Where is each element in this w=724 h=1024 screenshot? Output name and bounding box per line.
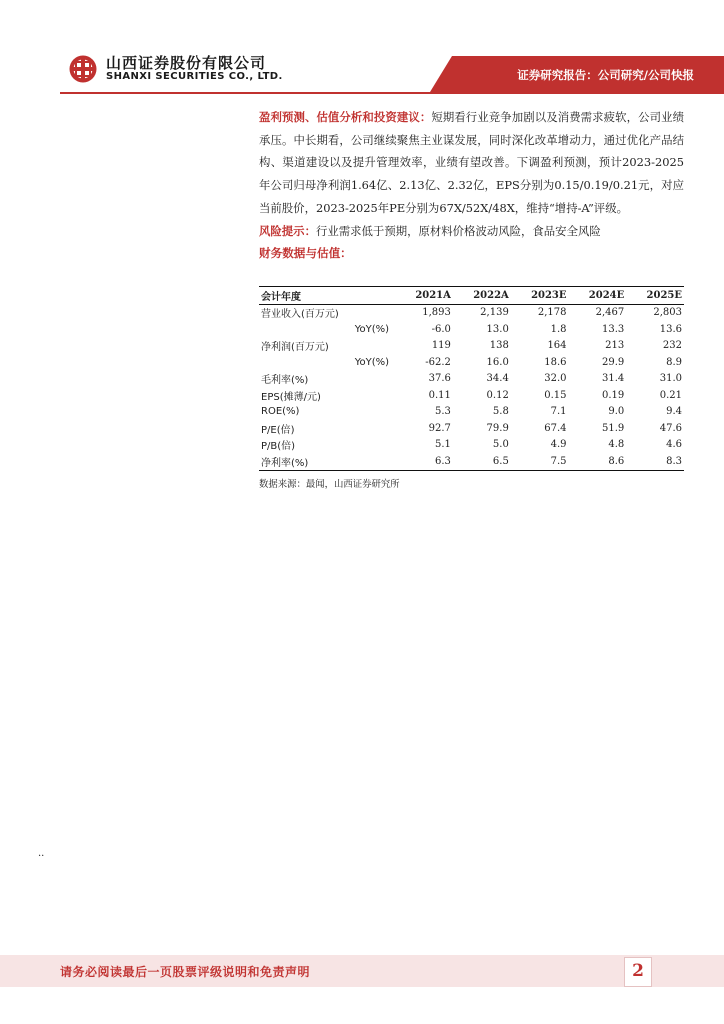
risk-text: 行业需求低于预期，原材料价格波动风险，食品安全风险 xyxy=(315,223,601,238)
table-cell: 1.8 xyxy=(550,323,567,335)
main-content xyxy=(259,106,684,264)
table-row xyxy=(259,453,684,470)
header-divider xyxy=(60,92,724,94)
table-cell: 2,139 xyxy=(480,307,509,319)
table-row xyxy=(259,404,684,421)
table-cell: 164 xyxy=(547,340,567,352)
table-row xyxy=(259,304,684,321)
risk-paragraph xyxy=(259,220,684,243)
table-cell: 2,803 xyxy=(653,307,682,319)
table-cell: -6.0 xyxy=(431,323,451,335)
table-cell: 0.19 xyxy=(601,389,625,401)
table-cell: 4.6 xyxy=(666,439,682,451)
table-cell: 6.5 xyxy=(492,455,509,467)
footer-disclaimer: 请务必阅读最后一页股票评级说明和免责声明 xyxy=(60,965,311,979)
company-logo-icon xyxy=(68,54,98,84)
table-cell: 7.5 xyxy=(550,455,567,467)
table-header-cell: 2023E xyxy=(531,289,567,301)
table-row xyxy=(259,437,684,454)
table-cell: 51.9 xyxy=(601,422,625,434)
table-title: 财务数据与估值： xyxy=(259,246,352,261)
row-label: P/B(倍) xyxy=(261,441,296,453)
table-row xyxy=(259,371,684,388)
table-header-cell: 会计年度 xyxy=(261,291,301,303)
company-name-cn: 山西证券股份有限公司 xyxy=(106,54,267,72)
row-label: 净利率(%) xyxy=(261,457,309,469)
table-cell: 47.6 xyxy=(659,422,682,434)
table-cell: 8.6 xyxy=(608,455,625,467)
table-cell: 8.9 xyxy=(666,356,682,368)
table-cell: 13.0 xyxy=(486,323,509,335)
table-cell: 31.4 xyxy=(601,373,625,385)
margin-mark: .. xyxy=(38,848,45,859)
table-cell: -62.2 xyxy=(425,356,451,368)
row-label: EPS(摊薄/元) xyxy=(261,391,321,403)
row-label: 净利润(百万元) xyxy=(261,342,329,354)
table-header-cell: 2022A xyxy=(473,289,509,301)
row-label: P/E(倍) xyxy=(261,424,295,436)
table-cell: 6.3 xyxy=(435,455,451,467)
table-cell: 9.4 xyxy=(666,406,682,418)
table-cell: 9.0 xyxy=(608,406,625,418)
table-cell: 0.11 xyxy=(428,389,451,401)
table-cell: 0.15 xyxy=(544,389,567,401)
forecast-label: 盈利预测、估值分析和投资建议： xyxy=(259,110,432,124)
table-cell: 0.21 xyxy=(659,389,682,401)
report-type: 证券研究报告：公司研究/公司快报 xyxy=(517,68,694,82)
forecast-text: 短期看行业竞争加剧以及消费需求疲软，公司业绩承压。中长期看，公司继续聚焦主业谋发展，同时深化改革增动力，通过优化产品结构、渠道建设以及提升管理效率，业绩有望改善。下调盈利预测，预计2023-2025年公司归母净利润1.64亿、2.13亿、2.32亿，EPS分别为0.15/0.19/0.21元，对应当前股价，2023-2025年PE分别为67X/52X/48X，维持“增持-A”评级。 xyxy=(259,110,684,215)
row-label: YoY(%) xyxy=(354,323,389,335)
table-cell: 8.3 xyxy=(666,455,682,467)
table-cell: 4.8 xyxy=(608,439,625,451)
table-cell: 92.7 xyxy=(428,422,451,434)
page-number: 2 xyxy=(632,961,644,981)
table-row xyxy=(259,420,684,437)
company-name-en: SHANXI SECURITIES CO., LTD. xyxy=(106,71,283,82)
table-cell: 0.12 xyxy=(486,389,509,401)
table-cell: 67.4 xyxy=(544,422,567,434)
financial-table xyxy=(259,286,684,471)
table-cell: 1,893 xyxy=(422,307,451,319)
table-cell: 2,467 xyxy=(595,307,625,319)
table-header-cell: 2025E xyxy=(646,289,682,301)
table-cell: 13.3 xyxy=(601,323,625,335)
table-cell: 119 xyxy=(431,340,451,352)
table-cell: 16.0 xyxy=(486,356,509,368)
table-header-cell: 2021A xyxy=(415,289,451,301)
table-cell: 5.3 xyxy=(435,406,451,418)
table-row xyxy=(259,338,684,355)
table-cell: 2,178 xyxy=(537,307,567,319)
table-cell: 29.9 xyxy=(601,356,625,368)
table-cell: 232 xyxy=(662,340,682,352)
risk-label: 风险提示： xyxy=(259,223,316,238)
table-cell: 34.4 xyxy=(486,373,509,385)
table-cell: 18.6 xyxy=(544,356,567,368)
table-cell: 37.6 xyxy=(428,373,451,385)
table-cell: 4.9 xyxy=(550,439,567,451)
table-row xyxy=(259,387,684,404)
table-cell: 13.6 xyxy=(659,323,682,335)
table-row xyxy=(259,321,684,338)
table-header-cell: 2024E xyxy=(588,289,625,301)
table-cell: 213 xyxy=(605,340,625,352)
data-source-note: 数据来源：最闻，山西证券研究所 xyxy=(259,479,400,490)
table-cell: 5.1 xyxy=(435,439,451,451)
row-label: 营业收入(百万元) xyxy=(261,309,339,321)
table-cell: 5.0 xyxy=(492,439,509,451)
page-number-box xyxy=(624,957,652,987)
table-cell: 79.9 xyxy=(486,422,509,434)
table-row xyxy=(259,354,684,371)
table-cell: 32.0 xyxy=(544,373,567,385)
table-cell: 138 xyxy=(489,340,509,352)
table-cell: 31.0 xyxy=(659,373,682,385)
forecast-paragraph xyxy=(259,106,684,220)
table-cell: 5.8 xyxy=(492,406,509,418)
page-header xyxy=(0,0,724,92)
row-label: ROE(%) xyxy=(261,406,300,418)
row-label: 毛利率(%) xyxy=(261,375,309,387)
table-header-row xyxy=(259,287,684,305)
row-label: YoY(%) xyxy=(354,356,389,368)
table-cell: 7.1 xyxy=(550,406,567,418)
